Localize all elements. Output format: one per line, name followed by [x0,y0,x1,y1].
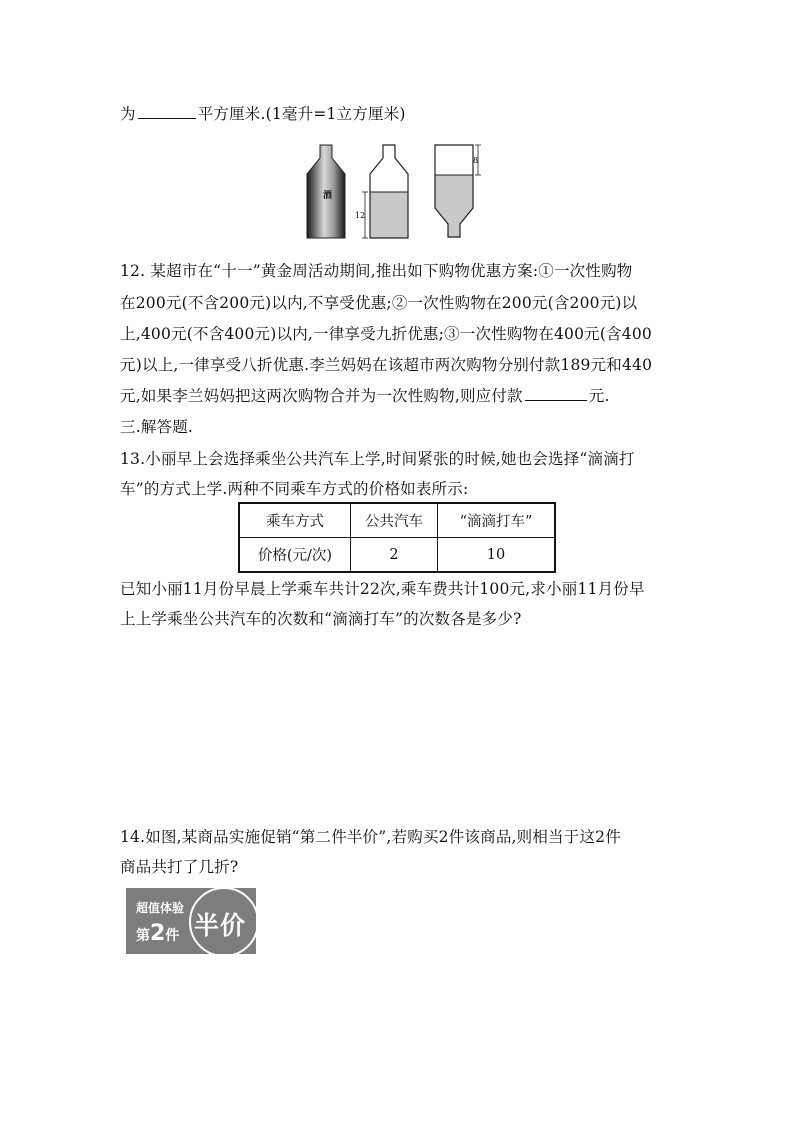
section-3-heading: 三.解答题. [120,418,194,436]
promo-line-2-pre: 第 [136,928,150,944]
table-cell: 乘车方式 [239,503,351,538]
q11-text [120,102,406,124]
table-cell: 2 [351,538,438,573]
table-header-row [239,503,555,538]
table-row [239,538,555,573]
promo-line-2-post: 件 [165,928,180,944]
q13-line-4: 上上学乘坐公共汽车的次数和“滴滴打车”的次数各是多少? [120,610,522,628]
q14-line-2: 商品共打了几折? [120,858,239,876]
promo-line-1: 超值体验 [136,901,185,915]
q13-line-2: 车”的方式上学.两种不同乘车方式的价格如表所示: [120,480,469,498]
bottle-label: 酒 [323,191,333,201]
q12-last-after: 元. [588,387,610,405]
q14-line-1: 14.如图,某商品实施促销“第二件半价”,若购买2件该商品,则相当于这2件 [120,828,621,846]
dim-liquid-label: 12 [355,211,366,220]
table-cell: 公共汽车 [351,503,438,538]
bottle-figure [305,140,495,242]
q12-line-3: 上,400元(不含400元)以内,一律享受九折优惠;③一次性购物在400元(含400 [120,325,652,343]
price-table [238,502,556,573]
q12-last-before: 元,如果李兰妈妈把这两次购物合并为一次性购物,则应付款 [120,387,523,405]
promo-big-text: 半价 [194,911,247,940]
q12-line-5 [120,384,610,406]
bottle-3-liquid [435,175,473,237]
q12-line-1: 12. 某超市在“十一”黄金周活动期间,推出如下购物优惠方案:①一次性购物 [120,262,633,280]
q11-answer-blank[interactable] [138,117,196,119]
table-cell: 价格(元/次) [239,538,351,573]
promo-banner [126,888,256,954]
promo-line-2-num: 2 [150,921,166,946]
q13-line-3: 已知小丽11月份早晨上学乘车共计22次,乘车费共计100元,求小丽11月份早 [120,580,645,598]
q11-after: 平方厘米.(1毫升=1立方厘米) [197,105,406,123]
q13-line-1: 13.小丽早上会选择乘坐公共汽车上学,时间紧张的时候,她也会选择“滴滴打 [120,450,635,468]
table-cell: 10 [438,538,556,573]
q11-before: 为 [120,105,136,123]
q12-answer-blank[interactable] [525,399,587,401]
bottle-2-liquid [370,192,408,238]
q12-line-4: 元)以上,一律享受八折优惠.李兰妈妈在该超市两次购物分别付款189元和440 [120,356,653,374]
promo-line-2 [136,921,179,946]
q12-line-2: 在200元(不含200元)以内,不享受优惠;②一次性购物在200元(含200元)以 [120,294,638,312]
dim-air-label: 8 [473,156,479,165]
table-cell: “滴滴打车” [438,503,556,538]
